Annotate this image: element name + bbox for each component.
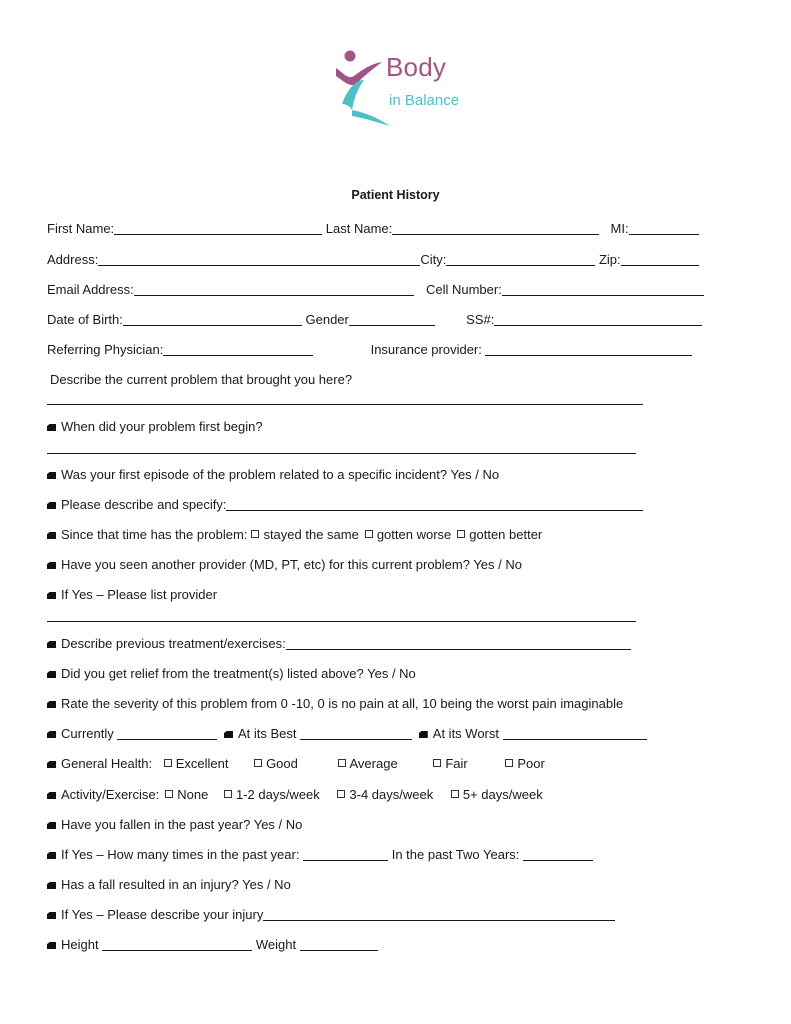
gotten-worse-checkbox[interactable] [365,530,373,538]
first-name-label: First Name: [47,221,115,236]
referring-field[interactable] [163,343,313,356]
mi-field[interactable] [629,222,699,235]
three-four-days-label: 3-4 days/week [349,787,434,802]
bullet-icon [47,822,56,829]
excellent-checkbox[interactable] [164,759,172,767]
list-provider-field[interactable] [47,621,636,622]
gotten-better-checkbox[interactable] [457,530,465,538]
ss-label: SS#: [466,312,495,327]
weight-field[interactable] [300,938,378,951]
one-two-days-checkbox[interactable] [224,790,232,798]
since-that-time-label: Since that time has the problem: [61,527,248,542]
address-label: Address: [47,252,99,267]
at-best-label: At its Best [238,726,297,741]
ss-field[interactable] [494,313,702,326]
body-in-balance-figure-icon [334,46,394,130]
bullet-icon [47,882,56,889]
three-four-days-checkbox[interactable] [337,790,345,798]
good-label: Good [266,756,298,771]
first-begin-question: When did your problem first begin? [61,419,263,434]
address-row [47,252,699,268]
since-that-time-row [47,527,542,543]
last-name-field[interactable] [392,222,599,235]
name-row [47,221,699,237]
referral-row [47,342,692,358]
bullet-icon [47,852,56,859]
bullet-icon [47,641,56,648]
bullet-icon [47,701,56,708]
fall-injury-row [47,877,291,893]
describe-injury-label: If Yes – Please describe your injury [61,907,264,922]
stayed-same-checkbox[interactable] [251,530,259,538]
describe-specify-label: Please describe and specify: [61,497,227,512]
general-health-label: General Health: [61,756,153,771]
cell-field[interactable] [502,283,704,296]
excellent-label: Excellent [175,756,229,771]
first-begin-row [47,419,263,435]
average-label: Average [349,756,398,771]
city-field[interactable] [446,253,595,266]
seen-provider-question: Have you seen another provider (MD, PT, etc) for this current problem? Yes / No [61,557,522,572]
five-plus-days-label: 5+ days/week [462,787,543,802]
bullet-icon [47,502,56,509]
rate-severity-row [47,696,623,712]
previous-treatment-label: Describe previous treatment/exercises: [61,636,286,651]
none-checkbox[interactable] [165,790,173,798]
pain-levels-row [47,726,647,742]
gender-field[interactable] [349,313,435,326]
previous-treatment-row [47,636,631,652]
poor-checkbox[interactable] [505,759,513,767]
average-checkbox[interactable] [338,759,346,767]
fallen-row [47,817,302,833]
bullet-icon [47,472,56,479]
list-provider-row [47,587,217,603]
bullet-icon [47,532,56,539]
describe-injury-row [47,907,615,923]
activity-label: Activity/Exercise: [61,787,160,802]
one-two-days-label: 1-2 days/week [235,787,320,802]
dob-label: Date of Birth: [47,312,123,327]
at-worst-label: At its Worst [432,726,499,741]
relief-question: Did you get relief from the treatment(s) listed above? Yes / No [61,666,416,681]
relief-row [47,666,416,682]
contact-row [47,282,704,298]
cell-label: Cell Number: [425,282,502,297]
dob-field[interactable] [123,313,302,326]
five-plus-days-checkbox[interactable] [451,790,459,798]
bullet-icon [47,424,56,431]
seen-provider-row [47,557,522,573]
how-many-field[interactable] [303,848,388,861]
zip-field[interactable] [621,253,699,266]
mi-label: MI: [610,221,629,236]
currently-label: Currently [61,726,114,741]
bullet-icon [47,562,56,569]
city-label: City: [420,252,447,267]
none-label: None [177,787,209,802]
current-problem-field[interactable] [47,404,643,405]
bullet-icon [419,731,428,738]
dob-row [47,312,702,328]
height-label: Height [61,937,99,952]
bullet-icon [47,671,56,678]
bullet-icon [224,731,233,738]
stayed-same-label: stayed the same [263,527,359,542]
fallen-question: Have you fallen in the past year? Yes / No [61,817,303,832]
bullet-icon [47,731,56,738]
bullet-icon [47,792,56,799]
fair-label: Fair [445,756,468,771]
logo-word-in-balance: in Balance [389,92,460,109]
currently-field[interactable] [117,727,217,740]
logo [334,46,494,130]
email-label: Email Address: [47,282,134,297]
how-many-label: If Yes – How many times in the past year: [61,847,300,862]
list-provider-label: If Yes – Please list provider [61,587,218,602]
address-field[interactable] [98,253,420,266]
insurance-field[interactable] [485,343,692,356]
specific-incident-question: Was your first episode of the problem related to a specific incident? Yes / No [61,467,500,482]
describe-injury-field[interactable] [263,908,615,921]
bullet-icon [47,592,56,599]
insurance-label: Insurance provider: [370,342,482,357]
current-problem-question: Describe the current problem that brought you here? [50,372,353,387]
describe-specify-row [47,497,643,513]
previous-treatment-field[interactable] [286,637,631,650]
gotten-better-label: gotten better [469,527,543,542]
first-name-field[interactable] [114,222,322,235]
general-health-row [47,756,545,772]
poor-label: Poor [517,756,545,771]
two-years-field[interactable] [523,848,593,861]
height-weight-row [47,937,378,953]
last-name-label: Last Name: [325,221,393,236]
logo-word-body: Body [386,52,447,82]
weight-label: Weight [255,937,297,952]
describe-specify-field[interactable] [226,498,643,511]
gender-label: Gender [305,312,349,327]
activity-row [47,787,543,803]
height-field[interactable] [102,938,252,951]
fall-injury-question: Has a fall resulted in an injury? Yes / No [61,877,291,892]
bullet-icon [47,942,56,949]
good-checkbox[interactable] [254,759,262,767]
at-worst-field[interactable] [503,727,647,740]
referring-label: Referring Physician: [47,342,164,357]
at-best-field[interactable] [300,727,412,740]
first-begin-field[interactable] [47,453,636,454]
how-many-row [47,847,593,863]
page-title: Patient History [351,188,440,202]
fair-checkbox[interactable] [433,759,441,767]
bullet-icon [47,761,56,768]
two-years-label: In the past Two Years: [391,847,520,862]
zip-label: Zip: [598,252,621,267]
rate-severity-question: Rate the severity of this problem from 0 -10, 0 is no pain at all, 10 being the worst pain imaginable [61,696,624,711]
specific-incident-row [47,467,499,483]
gotten-worse-label: gotten worse [376,527,452,542]
email-field[interactable] [134,283,414,296]
bullet-icon [47,912,56,919]
